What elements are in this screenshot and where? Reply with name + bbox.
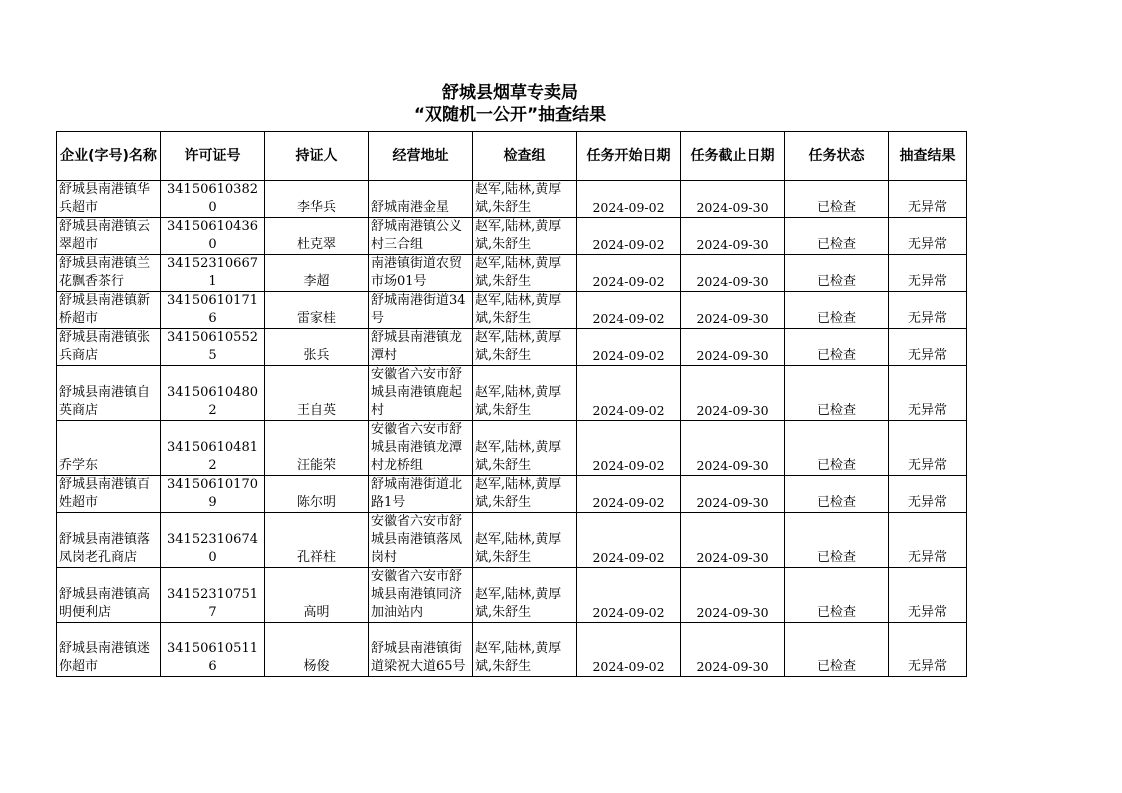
cell-license-holder: 张兵 (265, 329, 369, 366)
cell-inspection-group: 赵军,陆林,黄厚斌,朱舒生 (473, 476, 577, 513)
table-row (57, 513, 967, 568)
table-row (57, 181, 967, 218)
cell-license-holder: 陈尔明 (265, 476, 369, 513)
cell-inspection-group: 赵军,陆林,黄厚斌,朱舒生 (473, 218, 577, 255)
cell-end-date: 2024-09-30 (681, 623, 785, 677)
table-row (57, 292, 967, 329)
cell-inspection-group: 赵军,陆林,黄厚斌,朱舒生 (473, 292, 577, 329)
cell-end-date: 2024-09-30 (681, 421, 785, 476)
header-task-status: 任务状态 (785, 132, 889, 181)
cell-task-status: 已检查 (785, 421, 889, 476)
cell-inspection-result: 无异常 (889, 476, 967, 513)
cell-inspection-result: 无异常 (889, 181, 967, 218)
cell-end-date: 2024-09-30 (681, 218, 785, 255)
cell-business-address: 舒城南港街道34号 (369, 292, 473, 329)
cell-inspection-group: 赵军,陆林,黄厚斌,朱舒生 (473, 421, 577, 476)
cell-inspection-result: 无异常 (889, 255, 967, 292)
inspection-results-table (56, 131, 967, 677)
table-row (57, 568, 967, 623)
cell-start-date: 2024-09-02 (577, 476, 681, 513)
cell-task-status: 已检查 (785, 568, 889, 623)
cell-company-name: 舒城县南港镇迷你超市 (57, 623, 161, 677)
cell-task-status: 已检查 (785, 292, 889, 329)
header-company-name: 企业(字号)名称 (57, 132, 161, 181)
cell-inspection-group: 赵军,陆林,黄厚斌,朱舒生 (473, 255, 577, 292)
cell-end-date: 2024-09-30 (681, 181, 785, 218)
cell-inspection-group: 赵军,陆林,黄厚斌,朱舒生 (473, 623, 577, 677)
cell-inspection-group: 赵军,陆林,黄厚斌,朱舒生 (473, 513, 577, 568)
table-row (57, 476, 967, 513)
cell-start-date: 2024-09-02 (577, 623, 681, 677)
cell-task-status: 已检查 (785, 218, 889, 255)
cell-company-name: 乔学东 (57, 421, 161, 476)
cell-license-holder: 汪能荣 (265, 421, 369, 476)
cell-license-holder: 高明 (265, 568, 369, 623)
cell-inspection-result: 无异常 (889, 329, 967, 366)
cell-license-number: 341506101709 (161, 476, 265, 513)
cell-company-name: 舒城县南港镇自英商店 (57, 366, 161, 421)
cell-company-name: 舒城县南港镇落凤岗老孔商店 (57, 513, 161, 568)
table-row (57, 366, 967, 421)
cell-end-date: 2024-09-30 (681, 476, 785, 513)
document-subtitle: “双随机一公开”抽查结果 (413, 105, 607, 125)
document-title: 舒城县烟草专卖局 (442, 83, 578, 103)
cell-start-date: 2024-09-02 (577, 366, 681, 421)
cell-inspection-result: 无异常 (889, 568, 967, 623)
cell-inspection-group: 赵军,陆林,黄厚斌,朱舒生 (473, 181, 577, 218)
cell-task-status: 已检查 (785, 513, 889, 568)
cell-task-status: 已检查 (785, 623, 889, 677)
cell-license-holder: 王自英 (265, 366, 369, 421)
cell-license-holder: 杜克翠 (265, 218, 369, 255)
cell-start-date: 2024-09-02 (577, 421, 681, 476)
header-end-date: 任务截止日期 (681, 132, 785, 181)
cell-license-number: 341506103820 (161, 181, 265, 218)
table-row (57, 329, 967, 366)
cell-license-holder: 雷家桂 (265, 292, 369, 329)
cell-start-date: 2024-09-02 (577, 218, 681, 255)
cell-business-address: 舒城南港街道北路1号 (369, 476, 473, 513)
cell-company-name: 舒城县南港镇百姓超市 (57, 476, 161, 513)
header-license-number: 许可证号 (161, 132, 265, 181)
cell-start-date: 2024-09-02 (577, 329, 681, 366)
cell-start-date: 2024-09-02 (577, 181, 681, 218)
cell-start-date: 2024-09-02 (577, 255, 681, 292)
cell-company-name: 舒城县南港镇张兵商店 (57, 329, 161, 366)
cell-license-number: 341506101716 (161, 292, 265, 329)
cell-inspection-group: 赵军,陆林,黄厚斌,朱舒生 (473, 366, 577, 421)
cell-end-date: 2024-09-30 (681, 568, 785, 623)
cell-license-holder: 孔祥柱 (265, 513, 369, 568)
cell-business-address: 舒城县南港镇街道梁祝大道65号 (369, 623, 473, 677)
cell-license-holder: 李超 (265, 255, 369, 292)
table-row (57, 255, 967, 292)
cell-license-number: 341506105525 (161, 329, 265, 366)
cell-inspection-result: 无异常 (889, 513, 967, 568)
cell-start-date: 2024-09-02 (577, 513, 681, 568)
cell-end-date: 2024-09-30 (681, 513, 785, 568)
cell-inspection-result: 无异常 (889, 421, 967, 476)
header-inspection-result: 抽查结果 (889, 132, 967, 181)
header-inspection-group: 检查组 (473, 132, 577, 181)
table-row (57, 218, 967, 255)
cell-license-holder: 李华兵 (265, 181, 369, 218)
table-header-row (57, 132, 967, 181)
cell-end-date: 2024-09-30 (681, 366, 785, 421)
header-business-address: 经营地址 (369, 132, 473, 181)
cell-company-name: 舒城县南港镇华兵超市 (57, 181, 161, 218)
cell-company-name: 舒城县南港镇高明便利店 (57, 568, 161, 623)
cell-task-status: 已检查 (785, 181, 889, 218)
cell-inspection-result: 无异常 (889, 292, 967, 329)
cell-task-status: 已检查 (785, 366, 889, 421)
cell-inspection-result: 无异常 (889, 366, 967, 421)
cell-company-name: 舒城县南港镇云翠超市 (57, 218, 161, 255)
cell-task-status: 已检查 (785, 476, 889, 513)
cell-business-address: 安徽省六安市舒城县南港镇落凤岗村 (369, 513, 473, 568)
cell-end-date: 2024-09-30 (681, 255, 785, 292)
cell-business-address: 舒城南港金星 (369, 181, 473, 218)
cell-inspection-result: 无异常 (889, 623, 967, 677)
cell-company-name: 舒城县南港镇兰花飘香茶行 (57, 255, 161, 292)
cell-business-address: 舒城南港镇公义村三合组 (369, 218, 473, 255)
cell-inspection-result: 无异常 (889, 218, 967, 255)
cell-inspection-group: 赵军,陆林,黄厚斌,朱舒生 (473, 329, 577, 366)
cell-business-address: 南港镇街道农贸市场01号 (369, 255, 473, 292)
cell-license-number: 341506104360 (161, 218, 265, 255)
table-row (57, 421, 967, 476)
cell-license-number: 341523107517 (161, 568, 265, 623)
cell-end-date: 2024-09-30 (681, 329, 785, 366)
cell-license-holder: 杨俊 (265, 623, 369, 677)
cell-business-address: 安徽省六安市舒城县南港镇鹿起村 (369, 366, 473, 421)
cell-inspection-group: 赵军,陆林,黄厚斌,朱舒生 (473, 568, 577, 623)
cell-license-number: 341506105116 (161, 623, 265, 677)
cell-business-address: 安徽省六安市舒城县南港镇龙潭村龙桥组 (369, 421, 473, 476)
header-license-holder: 持证人 (265, 132, 369, 181)
cell-end-date: 2024-09-30 (681, 292, 785, 329)
cell-license-number: 341506104812 (161, 421, 265, 476)
cell-license-number: 341523106740 (161, 513, 265, 568)
cell-task-status: 已检查 (785, 255, 889, 292)
cell-task-status: 已检查 (785, 329, 889, 366)
cell-license-number: 341523106671 (161, 255, 265, 292)
cell-business-address: 舒城县南港镇龙潭村 (369, 329, 473, 366)
cell-business-address: 安徽省六安市舒城县南港镇同济加油站内 (369, 568, 473, 623)
table-row (57, 623, 967, 677)
cell-company-name: 舒城县南港镇新桥超市 (57, 292, 161, 329)
cell-license-number: 341506104802 (161, 366, 265, 421)
cell-start-date: 2024-09-02 (577, 292, 681, 329)
cell-start-date: 2024-09-02 (577, 568, 681, 623)
header-start-date: 任务开始日期 (577, 132, 681, 181)
